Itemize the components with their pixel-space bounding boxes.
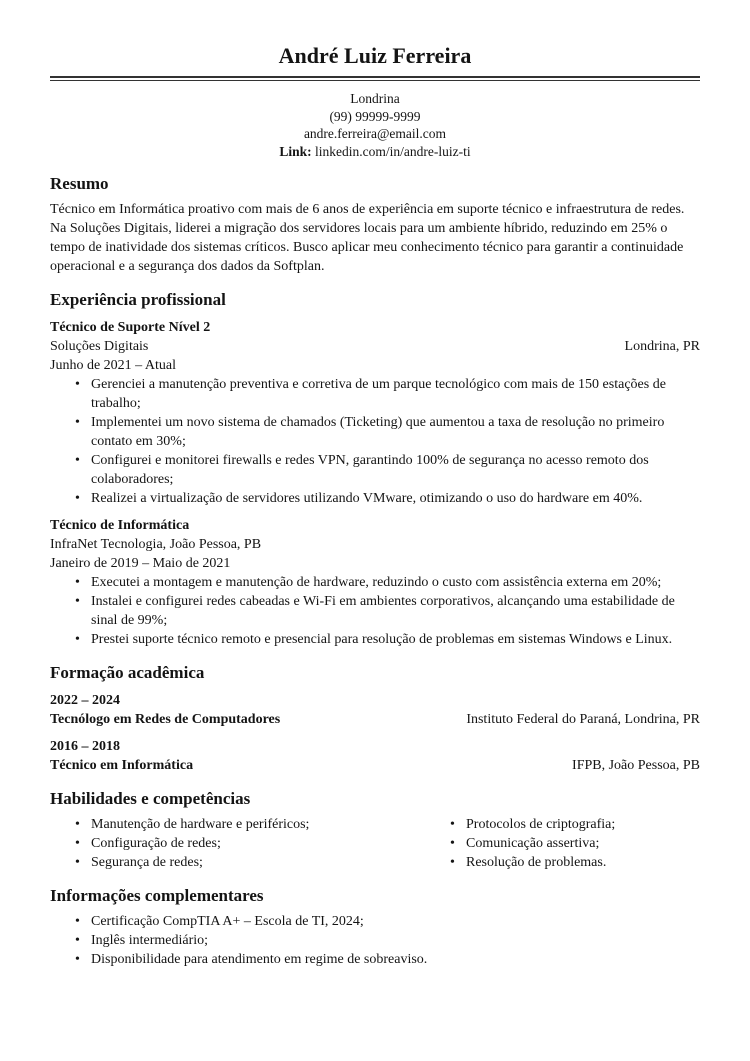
job-location: Londrina, PR [624,339,700,355]
section-title-formacao: Formação acadêmica [50,663,205,683]
contact-location: Londrina [350,91,400,106]
experience-bullet: • Instalei e configurei redes cabeadas e Wi-Fi em ambientes corporativos, alcançando uma estabilidade de sinal de 99%; [75,592,700,630]
skill-item: • Manutenção de hardware e periféricos; [75,815,425,834]
job-entry [50,318,700,508]
job-bullet-list [50,573,700,649]
additional-info-list [50,912,700,969]
education-row [50,756,700,775]
info-item: • Certificação CompTIA A+ – Escola de TI, 2024; [75,912,700,931]
job-bullet-list [50,375,700,508]
education-institution: IFPB, João Pessoa, PB [572,758,700,774]
job-entry [50,516,700,649]
education-entry [50,737,700,775]
education-period: 2022 – 2024 [50,693,120,709]
job-period: Junho de 2021 – Atual [50,358,176,374]
experience-bullet: • Realizei a virtualização de servidores utilizando VMware, otimizando o uso do hardware em 40%. [75,489,700,508]
contact-email: andre.ferreira@email.com [303,126,447,142]
job-company-row [50,535,700,554]
skill-item: • Protocolos de criptografia; [450,815,700,834]
skills-right-column [425,815,700,872]
section-title-habilidades: Habilidades e competências [50,789,251,809]
section-title-resumo: Resumo [50,174,109,194]
job-company-row [50,337,700,356]
experience-bullet: • Gerenciei a manutenção preventiva e corretiva de um parque tecnológico com mais de 150 estações de trabalho; [75,375,700,413]
education-period: 2016 – 2018 [50,739,120,755]
link-value: linkedin.com/in/andre-luiz-ti [315,143,471,159]
job-period: Janeiro de 2019 – Maio de 2021 [50,556,231,572]
education-degree: Tecnólogo em Redes de Computadores [50,712,281,728]
education-row [50,710,700,729]
education-entry [50,691,700,729]
education-institution: Instituto Federal do Paraná, Londrina, PR [466,712,700,728]
job-role: Técnico de Suporte Nível 2 [50,320,211,336]
job-company: Soluções Digitais [50,339,149,355]
skills-columns [50,815,700,872]
skill-item: • Resolução de problemas. [450,853,700,872]
education-degree: Técnico em Informática [50,758,194,774]
info-item: • Disponibilidade para atendimento em regime de sobreaviso. [75,950,700,969]
summary-paragraph: Técnico em Informática proativo com mais de 6 anos de experiência em suporte técnico e infraestrutura de redes. Na Soluções Digitais, liderei a migração dos servidores locais para um ambiente híbrido, reduzindo em 25% o tempo de inatividade dos sistemas críticos. Busco aplicar meu conhecimento técnico para garantir a continuidade operacional e a segurança dos dados da Softplan. [50,202,685,275]
contact-phone: (99) 99999-9999 [329,108,421,124]
name-divider [50,76,700,81]
skills-left-column [50,815,425,872]
section-title-experiencia: Experiência profissional [50,290,226,310]
section-title-complementares: Informações complementares [50,886,264,906]
info-item: • Inglês intermediário; [75,931,700,950]
experience-bullet: • Prestei suporte técnico remoto e presencial para resolução de problemas em sistemas Windows e Linux. [75,630,700,649]
link-label: Link: [279,143,312,159]
candidate-name: André Luiz Ferreira [278,43,472,68]
experience-bullet: • Executei a montagem e manutenção de hardware, reduzindo o custo com assistência externa em 20%; [75,573,700,592]
skill-item: • Comunicação assertiva; [450,834,700,853]
job-role: Técnico de Informática [50,518,190,534]
contact-block [50,90,700,160]
contact-link [50,143,700,161]
experience-bullet: • Configurei e monitorei firewalls e redes VPN, garantindo 100% de segurança no acesso remoto dos colaboradores; [75,451,700,489]
job-company: InfraNet Tecnologia, João Pessoa, PB [50,537,262,553]
experience-bullet: • Implementei um novo sistema de chamados (Ticketing) que aumentou a taxa de resolução no primeiro contato em 30%; [75,413,700,451]
skill-item: • Segurança de redes; [75,853,425,872]
skill-item: • Configuração de redes; [75,834,425,853]
